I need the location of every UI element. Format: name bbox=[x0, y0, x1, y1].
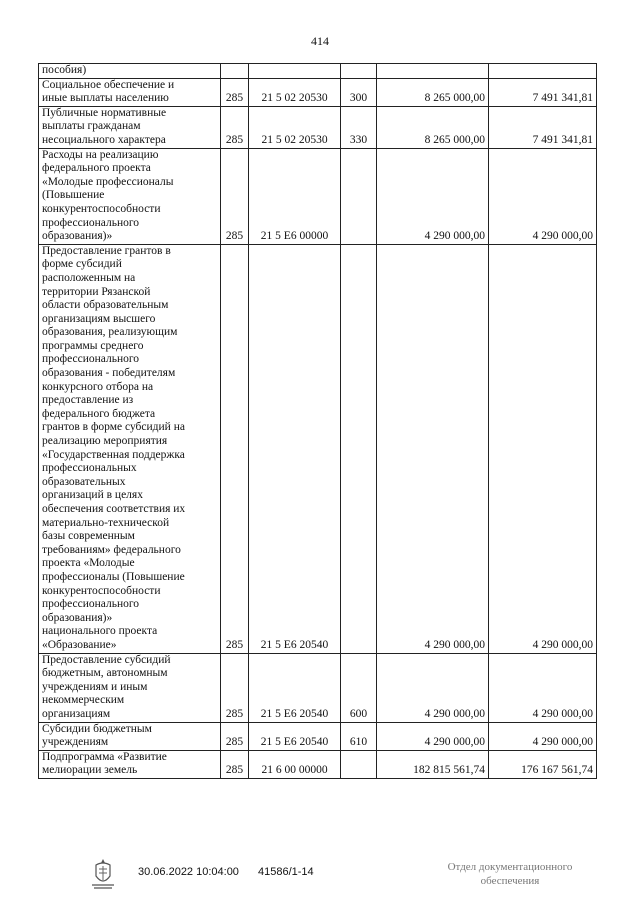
row-amount-planned: 4 290 000,00 bbox=[377, 148, 489, 244]
row-amount-actual: 7 491 341,81 bbox=[489, 78, 597, 106]
budget-table bbox=[38, 63, 597, 779]
row-expense-type bbox=[341, 244, 377, 653]
coat-of-arms-icon bbox=[86, 856, 120, 890]
row-name: Расходы на реализацию федерального проекта «Молодые профессионалы (Повышение конкурентоспособности профессионального образования)» bbox=[39, 148, 221, 244]
table-row bbox=[39, 750, 597, 778]
page-number: 414 bbox=[311, 34, 329, 48]
row-expense-type bbox=[341, 148, 377, 244]
row-program-code: 21 5 E6 20540 bbox=[249, 244, 341, 653]
row-program-code: 21 5 E6 20540 bbox=[249, 653, 341, 722]
department-stamp: Отдел документационного обеспечения bbox=[447, 861, 573, 887]
table-row bbox=[39, 653, 597, 722]
document-number: 41586/1-14 bbox=[258, 866, 314, 878]
row-code bbox=[221, 64, 249, 79]
row-program-code: 21 5 02 20530 bbox=[249, 106, 341, 148]
footer bbox=[0, 860, 640, 900]
row-name: пособия) bbox=[39, 64, 221, 79]
row-expense-type bbox=[341, 750, 377, 778]
row-name: Предоставление грантов в форме субсидий расположенным на территории Рязанской области образовательным организациям высшего образования, реализующим программы среднего профессионального образования - победителям конкурсного отбора на предоставление из федерального бюджета грантов в форме субсидий на реализацию мероприятия «Государственная поддержка профессиональных образовательных организаций в целях обеспечения соответствия их материально-технической базы современным требованиям» федерального проекта «Молодые профессионалы (Повышение конкурентоспособности профессионального образования)» национального проекта «Образование» bbox=[39, 244, 221, 653]
row-amount-actual: 4 290 000,00 bbox=[489, 722, 597, 750]
row-amount-actual bbox=[489, 64, 597, 79]
row-name: Публичные нормативные выплаты гражданам несоциального характера bbox=[39, 106, 221, 148]
row-name: Субсидии бюджетным учреждениям bbox=[39, 722, 221, 750]
row-expense-type: 300 bbox=[341, 78, 377, 106]
row-expense-type: 600 bbox=[341, 653, 377, 722]
row-code: 285 bbox=[221, 106, 249, 148]
table-row bbox=[39, 106, 597, 148]
table-body bbox=[39, 64, 597, 779]
row-code: 285 bbox=[221, 722, 249, 750]
row-program-code: 21 5 E6 00000 bbox=[249, 148, 341, 244]
row-amount-planned: 182 815 561,74 bbox=[377, 750, 489, 778]
row-amount-planned: 4 290 000,00 bbox=[377, 653, 489, 722]
row-amount-actual: 7 491 341,81 bbox=[489, 106, 597, 148]
row-program-code: 21 5 02 20530 bbox=[249, 78, 341, 106]
row-program-code: 21 6 00 00000 bbox=[249, 750, 341, 778]
row-expense-type: 330 bbox=[341, 106, 377, 148]
table-row bbox=[39, 244, 597, 653]
row-code: 285 bbox=[221, 653, 249, 722]
row-program-code: 21 5 E6 20540 bbox=[249, 722, 341, 750]
row-name: Социальное обеспечение и иные выплаты населению bbox=[39, 78, 221, 106]
table-row bbox=[39, 148, 597, 244]
row-code: 285 bbox=[221, 750, 249, 778]
row-expense-type bbox=[341, 64, 377, 79]
row-amount-actual: 4 290 000,00 bbox=[489, 148, 597, 244]
row-amount-planned: 8 265 000,00 bbox=[377, 106, 489, 148]
row-code: 285 bbox=[221, 148, 249, 244]
row-name: Предоставление субсидий бюджетным, автономным учреждениям и иным некоммерческим организациям bbox=[39, 653, 221, 722]
row-amount-actual: 176 167 561,74 bbox=[489, 750, 597, 778]
row-code: 285 bbox=[221, 78, 249, 106]
row-code: 285 bbox=[221, 244, 249, 653]
timestamp: 30.06.2022 10:04:00 bbox=[138, 866, 239, 878]
row-amount-planned bbox=[377, 64, 489, 79]
row-program-code bbox=[249, 64, 341, 79]
row-amount-planned: 8 265 000,00 bbox=[377, 78, 489, 106]
table-row bbox=[39, 78, 597, 106]
row-expense-type: 610 bbox=[341, 722, 377, 750]
table-row bbox=[39, 64, 597, 79]
row-name: Подпрограмма «Развитие мелиорации земель bbox=[39, 750, 221, 778]
row-amount-actual: 4 290 000,00 bbox=[489, 244, 597, 653]
row-amount-actual: 4 290 000,00 bbox=[489, 653, 597, 722]
row-amount-planned: 4 290 000,00 bbox=[377, 244, 489, 653]
table-row bbox=[39, 722, 597, 750]
row-amount-planned: 4 290 000,00 bbox=[377, 722, 489, 750]
